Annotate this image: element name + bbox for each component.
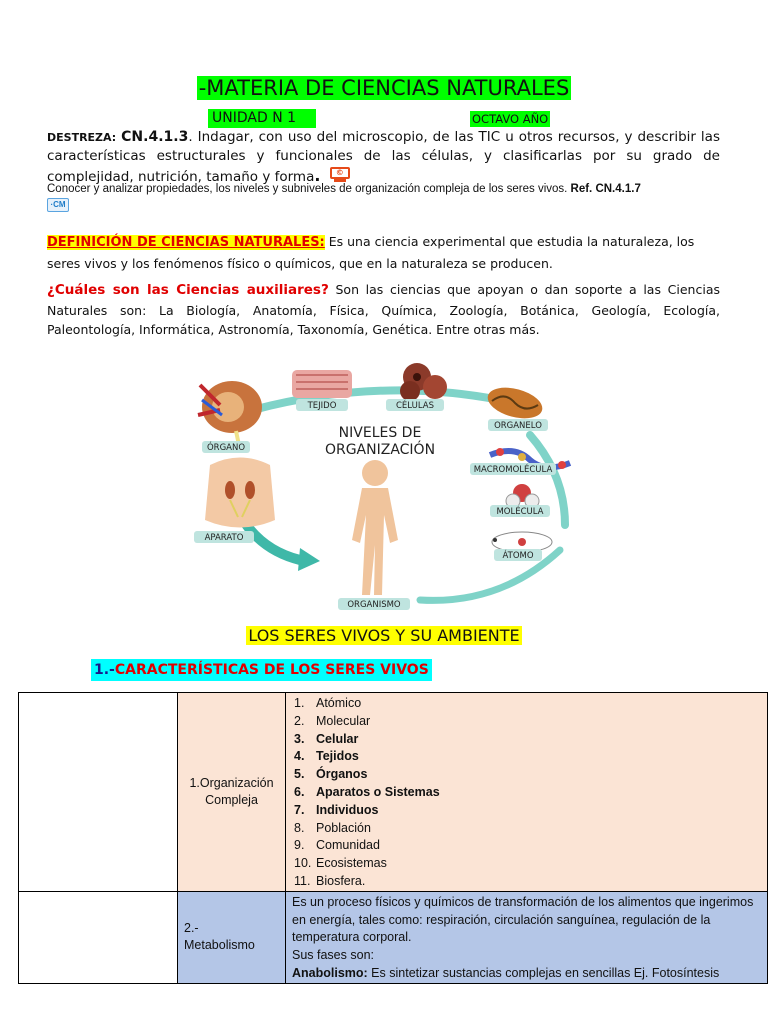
table-cell-empty <box>19 891 178 983</box>
table-row <box>19 891 768 983</box>
label-organo: ÓRGANO <box>206 443 246 453</box>
list-item: 1. Atómico <box>294 696 362 710</box>
list-item: 11. Biosfera. <box>294 873 366 888</box>
table-cell-levels <box>286 693 768 892</box>
skill-code: CN.4.1.3 <box>121 129 189 145</box>
skill-text: . Indagar, con uso del microscopio, de las TIC u otros recursos, y describir las características estructurales y funcionales de las células, y clasificarlas por su grado de complejidad, nutrición, tamaño y forma <box>47 129 720 185</box>
diagram-center-line1: NIVELES DE <box>338 425 422 441</box>
unit-label: UNIDAD N 1 <box>208 109 316 128</box>
levels-list <box>286 693 767 891</box>
skill-paragraph: DESTREZA: CN.4.1.3. Indagar, con uso del microscopio, de las TIC u otros recursos, y describir las características estructurales y funcionales de las células, y clasificarlas por su grado de complejidad, nutrición, tamaño y forma. © <box>47 129 720 185</box>
grade-label: OCTAVO AÑO <box>472 112 549 126</box>
table-cell-label: 1.Organización Compleja <box>178 693 286 892</box>
list-item: 6. Aparatos o Sistemas <box>294 784 440 799</box>
table-cell-metabolism <box>286 891 768 983</box>
diagram-center-line2: ORGANIZACIÓN <box>324 442 436 458</box>
table-row <box>19 693 768 892</box>
apparatus-illustration <box>205 458 275 528</box>
skill-label: DESTREZA: <box>47 131 117 144</box>
definition-paragraph <box>47 231 727 274</box>
auxiliary-sciences-paragraph <box>47 280 720 340</box>
label-atomo: ÁTOMO <box>502 551 534 561</box>
cm-icon: ·CM <box>47 198 69 212</box>
label-macromolecula: MACROMOLÉCULA <box>473 465 553 475</box>
metabolism-phases: Sus fases son: <box>292 948 374 963</box>
organ-illustration <box>198 381 262 450</box>
organization-levels-diagram <box>170 355 610 615</box>
objective-ref: Ref. CN.4.1.7 <box>570 183 641 195</box>
label-aparato: APARATO <box>204 533 244 543</box>
tissue-illustration <box>292 370 352 398</box>
list-item: 10. Ecosistemas <box>294 856 387 871</box>
computer-c-icon: © <box>329 167 351 183</box>
auxiliary-text: Son las ciencias que apoyan o dan soporte a las Ciencias Naturales son: La Biología, Anatomía, Física, Química, Zoología, Botánica, Geología, Ecología, Paleontología, Informática, Astronomía, Taxonomía, Genética. Entre otras más. <box>47 282 720 337</box>
auxiliary-question: ¿Cuáles son las Ciencias auxiliares? <box>47 282 329 298</box>
list-item: 5. Órganos <box>294 767 368 782</box>
list-item: 8. Población <box>294 820 371 835</box>
page-title: -MATERIA DE CIENCIAS NATURALES <box>198 76 570 100</box>
cells-illustration <box>400 363 447 401</box>
table-cell-label: 2.- Metabolismo <box>178 891 286 983</box>
label-tejido: TEJIDO <box>307 401 337 411</box>
section-title: LOS SERES VIVOS Y SU AMBIENTE <box>248 626 520 645</box>
list-item: 3. Celular <box>294 731 359 746</box>
organism-illustration <box>352 460 398 595</box>
molecule-illustration <box>506 484 539 508</box>
table-cell-empty <box>19 693 178 892</box>
label-molecula: MOLÉCULA <box>496 507 544 517</box>
characteristics-table <box>18 692 768 984</box>
list-item: 7. Individuos <box>294 802 379 817</box>
definition-text: Es una ciencia experimental que estudia la naturaleza, los seres vivos y los fenómenos físico o químicos, que en la naturaleza se producen. <box>47 234 695 271</box>
list-item: 2. Molecular <box>294 713 371 728</box>
metabolism-definition: Es un proceso físicos y químicos de transformación de los alimentos que ingerimos en energía, tales como: respiración, circulación sanguínea, regulación de la temperatura corporal. <box>292 894 754 945</box>
label-organelo: ORGANELO <box>494 421 542 431</box>
subsection-title: 1.-CARACTERÍSTICAS DE LOS SERES VIVOS <box>91 659 432 681</box>
organelle-illustration <box>484 382 545 424</box>
list-item: 4. Tejidos <box>294 749 359 764</box>
label-celulas: CÉLULAS <box>396 401 434 411</box>
definition-heading: DEFINICIÓN DE CIENCIAS NATURALES: <box>47 235 325 250</box>
anabolism-line: Anabolismo: Es sintetizar sustancias complejas en sencillas Ej. Fotosíntesis <box>292 965 720 980</box>
objective-paragraph: Conocer y analizar propiedades, los niveles y subniveles de organización compleja de los seres vivos. Ref. CN.4.1.7 <box>47 183 641 195</box>
label-organismo: ORGANISMO <box>347 600 401 610</box>
list-item: 9. Comunidad <box>294 838 380 853</box>
